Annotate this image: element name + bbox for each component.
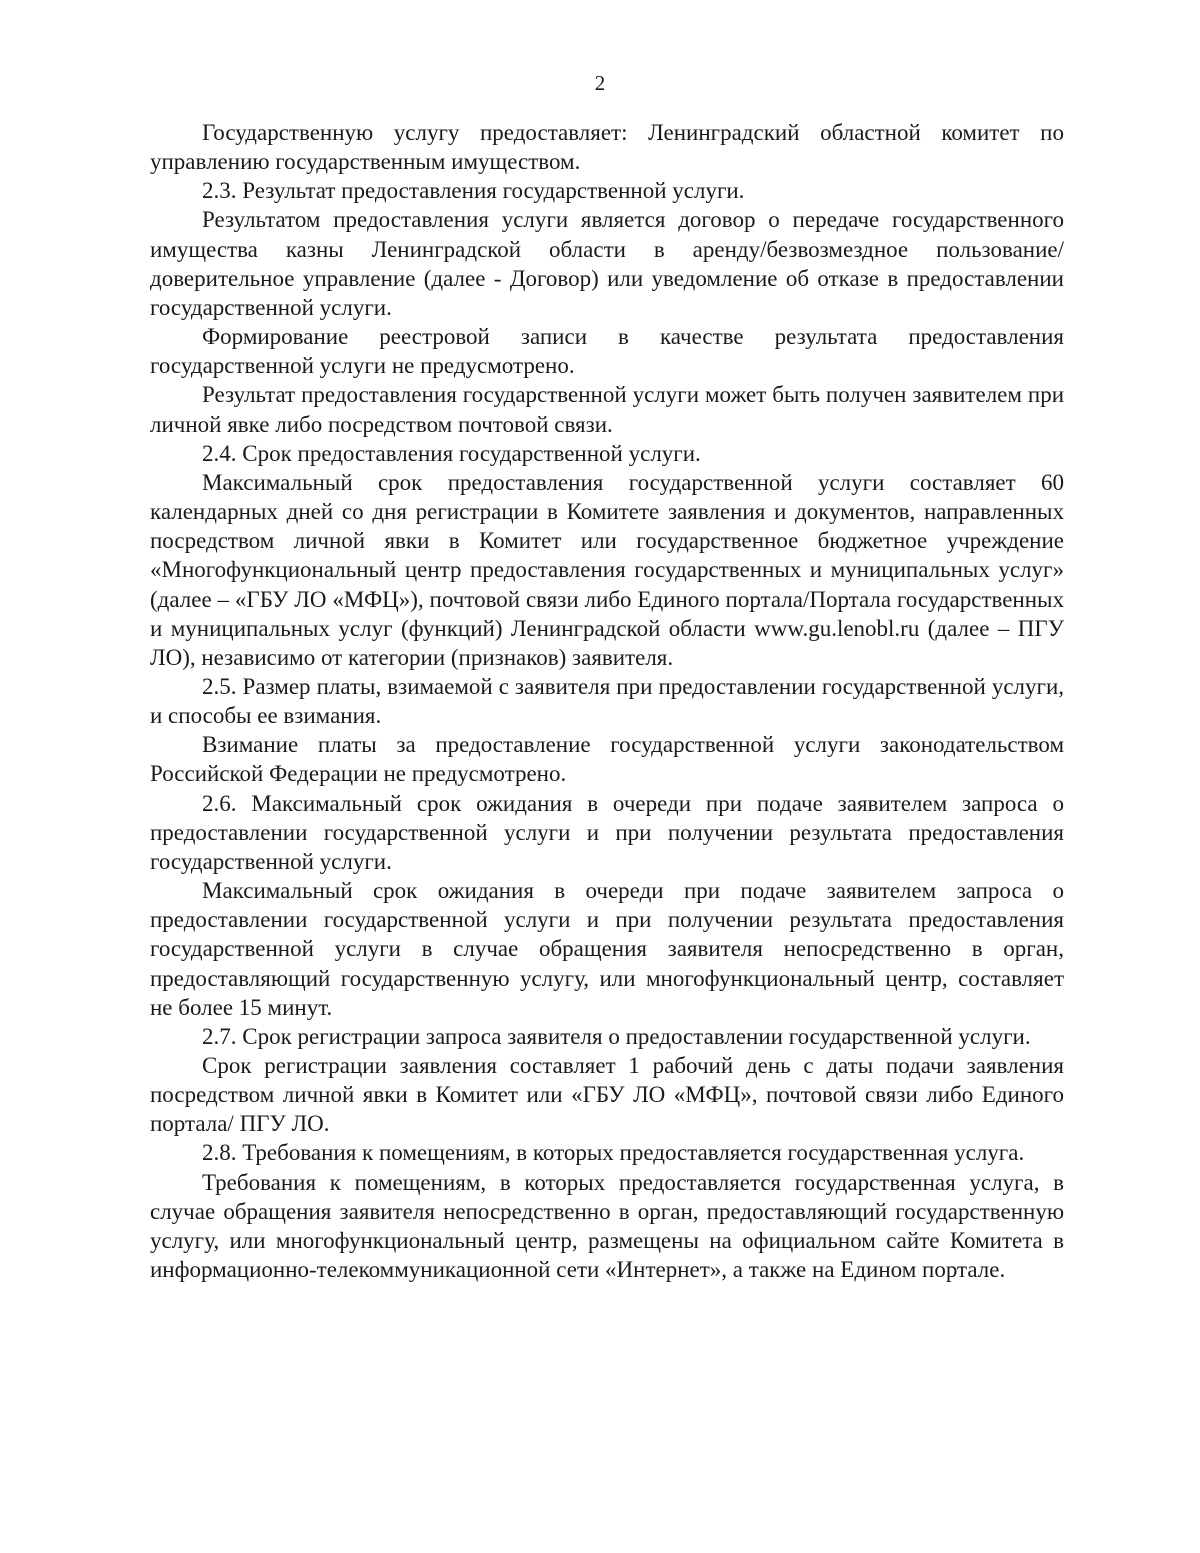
document-body bbox=[150, 118, 1064, 1284]
heading-2-6: 2.6. Максимальный срок ожидания в очереди при подаче заявителем запроса о предоставлении государственной услуги и при получении результата предоставления государственной услуги. bbox=[150, 790, 1064, 874]
heading-2-4: 2.4. Срок предоставления государственной услуги. bbox=[202, 440, 701, 466]
heading-2-8: 2.8. Требования к помещениям, в которых предоставляется государственная услуга. bbox=[202, 1140, 1025, 1166]
paragraph-registry-record: Формирование реестровой записи в качестве результата предоставления государственной услуги не предусмотрено. bbox=[150, 324, 1064, 379]
paragraph-queue-time: Максимальный срок ожидания в очереди при подаче заявителем запроса о предоставлении государственной услуги и при получении результата предоставления государственной услуги в случае обращения заявителя непосредственно в орган, предоставляющий государственную услугу, или многофункциональный центр, составляет не более 15 минут. bbox=[150, 878, 1064, 1020]
paragraph-premises: Требования к помещениям, в которых предоставляется государственная услуга, в случае обращения заявителя непосредственно в орган, предоставляющий государственную услугу, или многофункциональный центр, размещены на официальном сайте Комитета в информационно-телекоммуникационной сети «Интернет», а также на Едином портале. bbox=[150, 1169, 1064, 1283]
paragraph-max-term: Максимальный срок предоставления государственной услуги составляет 60 календарных дней со дня регистрации в Комитете заявления и документов, направленных посредством личной явки в Комитет или государственное бюджетное учреждение «Многофункциональный центр предоставления государственных и муниципальных услуг» (далее – «ГБУ ЛО «МФЦ»), почтовой связи либо Единого портала/Портала государственных и муниципальных услуг (функций) Ленинградской области www.gu.lenobl.ru (далее – ПГУ ЛО), независимо от категории (признаков) заявителя. bbox=[150, 469, 1064, 670]
paragraph-result: Результатом предоставления услуги является договор о передаче государственного имущества казны Ленинградской области в аренду/безвозмездное пользование/доверительное управление (далее - Договор) или уведомление об отказе в предоставлении государственной услуги. bbox=[150, 207, 1064, 320]
paragraph-registration-term: Срок регистрации заявления составляет 1 рабочий день с даты подачи заявления посредством личной явки в Комитет или «ГБУ ЛО «МФЦ», почтовой связи либо Единого портала/ ПГУ ЛО. bbox=[150, 1053, 1064, 1137]
paragraph-result-delivery: Результат предоставления государственной услуги может быть получен заявителем при личной явке либо посредством почтовой связи. bbox=[150, 382, 1064, 437]
page-number: 2 bbox=[594, 71, 606, 95]
paragraph-fee: Взимание платы за предоставление государственной услуги законодательством Российской Федерации не предусмотрено. bbox=[150, 732, 1064, 787]
paragraph-provider: Государственную услугу предоставляет: Ленинградский областной комитет по управлению государственным имуществом. bbox=[150, 120, 1064, 175]
heading-2-7: 2.7. Срок регистрации запроса заявителя о предоставлении государственной услуги. bbox=[202, 1023, 1031, 1049]
heading-2-3: 2.3. Результат предоставления государственной услуги. bbox=[202, 178, 745, 204]
heading-2-5: 2.5. Размер платы, взимаемой с заявителя при предоставлении государственной услуги, и способы ее взимания. bbox=[150, 673, 1064, 729]
